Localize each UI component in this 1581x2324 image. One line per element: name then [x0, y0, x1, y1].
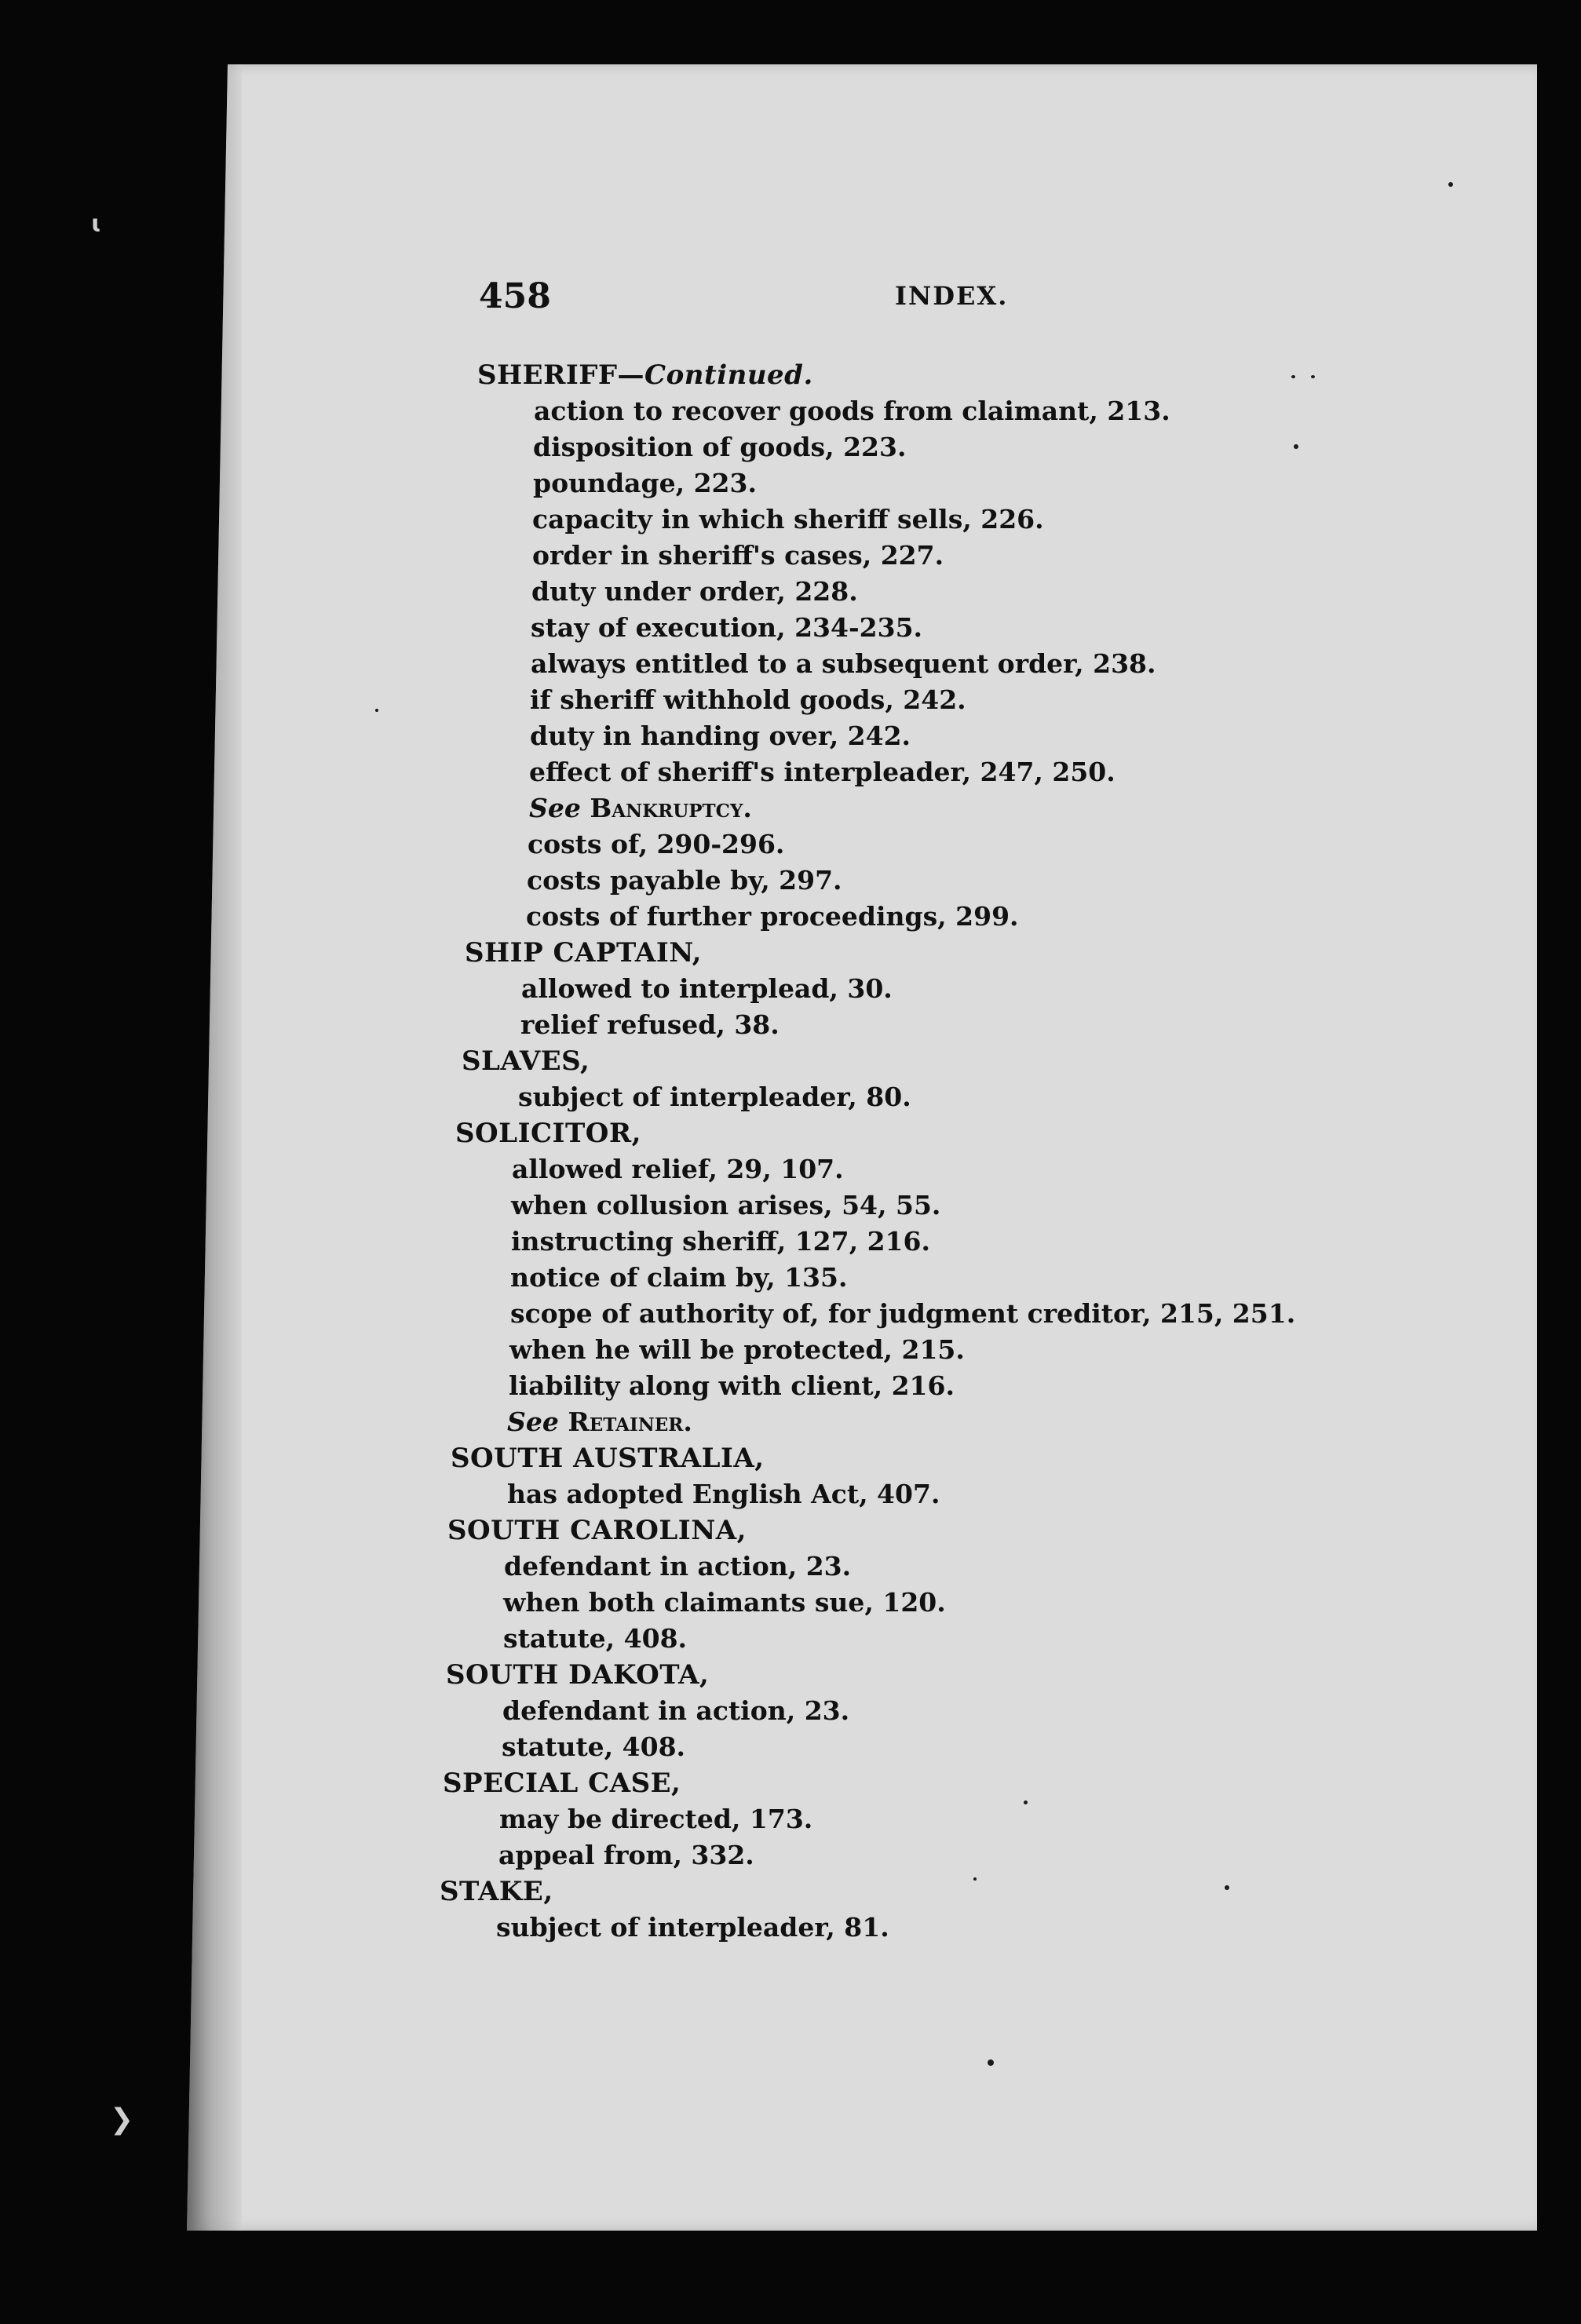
see-also-reference: Bankruptcy.: [590, 793, 752, 823]
subentry-line: notice of claim by, 135.: [510, 1262, 848, 1293]
entry-heading: [477, 357, 1421, 393]
subentry-line: effect of sheriff's interpleader, 247, 250.: [529, 757, 1115, 787]
subentry-line: duty under order, 228.: [531, 576, 858, 607]
entry-heading: [440, 1873, 1421, 1910]
subentry-line: action to recover goods from claimant, 213.: [534, 396, 1170, 426]
entry-heading: [446, 1657, 1421, 1693]
subentry-line: when collusion arises, 54, 55.: [511, 1190, 941, 1220]
dust-speck: [1448, 182, 1453, 187]
subentry-line: when he will be protected, 215.: [509, 1334, 965, 1365]
subentry-line: capacity in which sheriff sells, 226.: [532, 504, 1044, 534]
dust-speck: [988, 2059, 994, 2066]
index-entry: [440, 1657, 1421, 1765]
subentry-line: statute, 408.: [502, 1731, 686, 1762]
subentry-line: liability along with client, 216.: [509, 1370, 955, 1401]
subentry-line: costs of further proceedings, 299.: [526, 901, 1019, 932]
see-word: See: [529, 793, 581, 823]
index-entries: [440, 357, 1421, 1946]
subentry-line: instructing sheriff, 127, 216.: [511, 1226, 930, 1257]
subentry-line: scope of authority of, for judgment creditor, 215, 251.: [510, 1298, 1296, 1329]
index-entry: [440, 1440, 1421, 1512]
subentry-line: subject of interpleader, 80.: [518, 1082, 911, 1112]
subentry-line: allowed to interplead, 30.: [521, 973, 893, 1004]
entry-heading: [451, 1440, 1421, 1476]
subentry-line: order in sheriff's cases, 227.: [532, 540, 944, 571]
entry-heading-text: SOUTH DAKOTA,: [446, 1659, 710, 1691]
subentry-line: poundage, 223.: [533, 468, 757, 498]
entry-heading-text: SOUTH AUSTRALIA,: [451, 1443, 765, 1474]
entry-heading: [443, 1765, 1421, 1801]
subentry-line: subject of interpleader, 81.: [496, 1912, 889, 1943]
running-head: INDEX.: [895, 281, 1009, 311]
index-entry: [440, 1512, 1421, 1657]
entry-heading-text: SOUTH CAROLINA,: [447, 1515, 747, 1546]
index-entry: [440, 1115, 1421, 1440]
subentry-line: duty in handing over, 242.: [530, 721, 911, 751]
index-entry: [440, 935, 1421, 1043]
index-entry: [440, 1765, 1421, 1873]
subentry-line: costs payable by, 297.: [527, 865, 842, 896]
entry-heading-text: SPECIAL CASE,: [443, 1768, 681, 1799]
subentry-line: defendant in action, 23.: [504, 1551, 852, 1582]
subentry-line: defendant in action, 23.: [502, 1695, 850, 1726]
subentry-line: costs of, 290-296.: [528, 829, 785, 859]
see-word: See: [507, 1406, 559, 1437]
subentry-line: appeal from, 332.: [498, 1840, 754, 1870]
dust-speck: [375, 709, 378, 712]
entry-heading-text: SHIP CAPTAIN,: [465, 937, 702, 969]
subentry-line: may be directed, 173.: [499, 1804, 813, 1834]
page-header: [479, 276, 1107, 323]
see-also-line: [473, 790, 1421, 826]
see-also-line: [451, 1404, 1421, 1440]
subentry-line: disposition of goods, 223.: [533, 432, 907, 462]
subentry-line: if sheriff withhold goods, 242.: [530, 684, 966, 715]
entry-heading-text: SOLICITOR,: [455, 1118, 641, 1149]
entry-heading-text: STAKE,: [440, 1876, 553, 1907]
subentry-line: stay of execution, 234-235.: [531, 612, 923, 643]
entry-heading: [465, 935, 1421, 971]
see-also-reference: Retainer.: [568, 1406, 692, 1437]
subentry-line: relief refused, 38.: [520, 1009, 780, 1040]
continued-label: Continued.: [644, 359, 813, 391]
subentry-line: allowed relief, 29, 107.: [512, 1154, 844, 1184]
subentry-line: always entitled to a subsequent order, 238.: [531, 648, 1156, 679]
subentry-line: when both claimants sue, 120.: [503, 1587, 946, 1618]
index-entry: [440, 1873, 1421, 1946]
left-margin-mark: ❯: [110, 2103, 134, 2136]
left-margin-mark: ɩ: [91, 210, 102, 238]
entry-heading-text: SLAVES,: [462, 1045, 590, 1077]
entry-heading: [462, 1043, 1421, 1079]
entry-heading-text: SHERIFF—: [477, 359, 645, 391]
index-entry: [440, 357, 1421, 935]
entry-heading: [447, 1512, 1421, 1549]
subentry-line: has adopted English Act, 407.: [507, 1479, 940, 1509]
page-number: 458: [479, 276, 551, 316]
entry-heading: [455, 1115, 1421, 1151]
index-entry: [440, 1043, 1421, 1115]
subentry-line: statute, 408.: [503, 1623, 688, 1654]
